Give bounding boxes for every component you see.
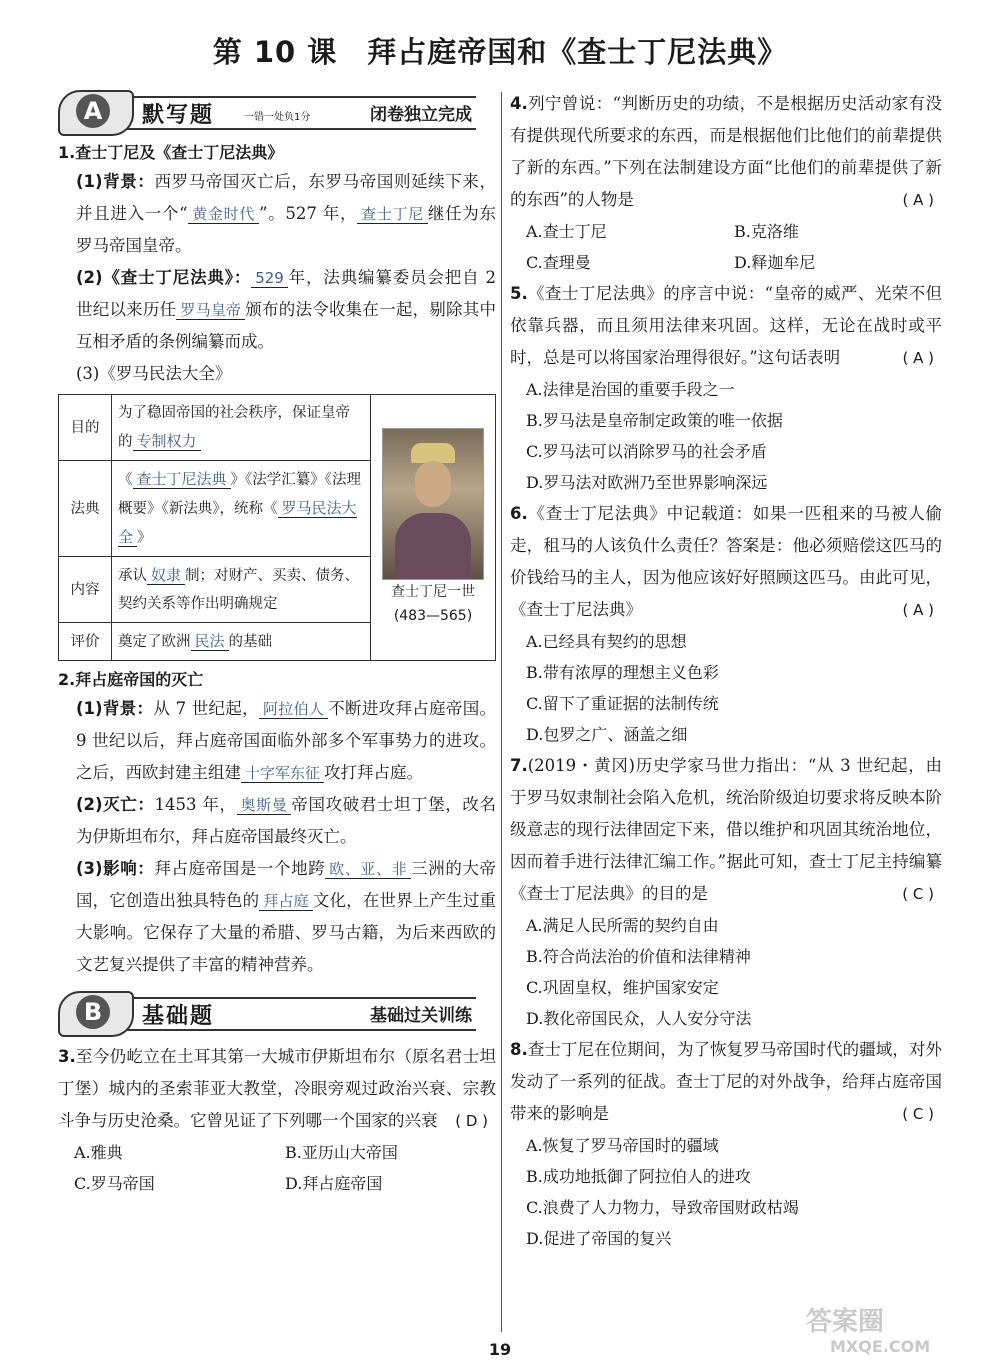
question-number: 6. <box>510 504 528 523</box>
q1-part2 <box>58 262 496 358</box>
portrait-caption: 查士丁尼一世 <box>391 583 475 600</box>
text: 奠定了欧洲 <box>118 634 191 650</box>
answer-fill: 罗马皇帝 <box>176 301 245 320</box>
portrait-cell <box>371 395 496 661</box>
text: 攻打拜占庭。 <box>324 763 424 782</box>
label: (2)灭亡： <box>76 795 155 814</box>
crown-shape <box>411 443 455 463</box>
text: 制；对财产、买卖、债务、契约关系等作出明确规定 <box>118 568 360 612</box>
answer-mark: ( A ) <box>902 191 934 209</box>
watermark-text: 答案圈 <box>806 1307 885 1337</box>
question-3 <box>58 1041 496 1137</box>
option: A.已经具有契约的思想 <box>526 632 687 651</box>
text: 为了稳固帝国的社会秩序，保证皇帝的 <box>118 405 350 450</box>
question-number: 7. <box>510 756 528 775</box>
lesson-title: 第 10 课 拜占庭帝国和《查士丁尼法典》 <box>212 35 788 69</box>
roman-law-table <box>58 394 496 661</box>
q4-options <box>510 216 942 278</box>
answer-fill: 民法 <box>191 632 229 651</box>
section-b-goal: 基础过关训练 <box>370 1006 472 1026</box>
question-text: 列宁曾说：“判断历史的功绩，不是根据历史活动家有没有提供现代所要求的东西，而是根据他们比他们的前辈提供了新的东西。”下列在法制建设方面“比他们的前辈提供了新的东西”的人物是 <box>510 94 942 209</box>
row-key: 目的 <box>59 395 112 461</box>
question-text: (2019・黄冈)历史学家马世力指出：“从 3 世纪起，由于罗马奴隶制社会陷入危机，统治阶级迫切要求将反映本阶级意志的现行法律固定下来，借以维护和巩固其统治地位，因而着手进行法律汇编工作。”据此可知，查士丁尼主持编纂《查士丁尼法典》的目的是 <box>510 756 942 903</box>
option: D.教化帝国民众，人人安分守法 <box>526 1009 752 1028</box>
option: B.成功地抵御了阿拉伯人的进攻 <box>526 1167 751 1186</box>
answer-fill: 奥斯曼 <box>237 796 292 815</box>
option: B.克洛维 <box>734 222 799 241</box>
option: B.带有浓厚的理想主义色彩 <box>526 663 719 682</box>
label: (1)背景： <box>76 172 155 191</box>
option: A.恢复了罗马帝国时的疆域 <box>526 1136 719 1155</box>
robe-shape <box>395 513 471 579</box>
answer-mark: ( C ) <box>902 1105 934 1123</box>
q2-part3 <box>58 853 496 981</box>
section-b-banner <box>58 989 496 1035</box>
section-a-banner <box>58 88 496 134</box>
question-text: 查士丁尼在位期间，为了恢复罗马帝国时代的疆域，对外发动了一系列的征战。查士丁尼的对外战争，给拜占庭帝国带来的影响是 <box>510 1040 942 1123</box>
section-a-badge <box>58 90 134 136</box>
answer-fill: 阿拉伯人 <box>259 700 328 719</box>
right-column <box>510 88 942 1254</box>
text: 颁布的法令收集在一起，剔除其中互相矛盾的条例编纂而成。 <box>76 300 496 351</box>
text: 文化，在世界上产生过重大影响。它保存了大量的希腊、罗马古籍，为后来西欧的文艺复兴提供了丰富的精神营养。 <box>76 891 496 974</box>
option: D.拜占庭帝国 <box>285 1174 383 1193</box>
q1-part3: (3)《罗马民法大全》 <box>76 364 232 383</box>
answer-fill: 黄金时代 <box>188 205 259 224</box>
answer-fill: 十字军东征 <box>241 764 324 783</box>
option: A.雅典 <box>74 1143 123 1162</box>
option: C.罗马法可以消除罗马的社会矛盾 <box>526 442 767 461</box>
question-7 <box>510 750 942 910</box>
option: A.查士丁尼 <box>526 222 607 241</box>
option: C.罗马帝国 <box>74 1174 155 1193</box>
question-number: 4. <box>510 94 528 113</box>
section-letter: A <box>76 94 110 128</box>
section-b-badge <box>58 991 134 1037</box>
section-letter: B <box>76 995 110 1029</box>
option: A.法律是治国的重要手段之一 <box>526 380 735 399</box>
answer-fill: 查士丁尼法典 <box>133 470 231 489</box>
text: 》《法学汇纂》《法理概要》《新法典》，统称《 <box>118 472 362 517</box>
answer-fill: 拜占庭 <box>259 892 313 911</box>
text: ”。527 年， <box>259 204 358 223</box>
option: B.符合尚法治的价值和法律精神 <box>526 947 751 966</box>
text: 1453 年， <box>154 795 237 814</box>
row-value <box>112 395 371 461</box>
question-8 <box>510 1034 942 1130</box>
option: D.罗马法对欧洲乃至世界影响深远 <box>526 473 768 492</box>
option: B.亚历山大帝国 <box>285 1143 398 1162</box>
portrait-years: (483—565) <box>393 607 473 624</box>
q1-part1 <box>58 166 496 262</box>
label: (3)影响： <box>76 859 155 878</box>
option: C.留下了重证据的法制传统 <box>526 694 719 713</box>
column-divider <box>501 92 502 1332</box>
text: 帝国攻破君士坦丁堡，改名为伊斯坦布尔，拜占庭帝国最终灭亡。 <box>76 795 496 846</box>
option: A.满足人民所需的契约自由 <box>526 916 719 935</box>
text: 从 7 世纪起， <box>153 699 259 718</box>
answer-mark: ( D ) <box>455 1112 488 1130</box>
text: 的基础 <box>228 634 273 650</box>
left-column <box>58 88 496 1199</box>
question-number: 3. <box>58 1047 76 1066</box>
question-text: 《查士丁尼法典》中记载道：如果一匹租来的马被人偷走，租马的人该负什么责任？答案是：他必须赔偿这匹马的价钱给马的主人，因为他应该好好照顾这匹马。由此可见，《查士丁尼法典》 <box>510 504 942 619</box>
answer-fill: 欧、亚、非 <box>325 860 411 879</box>
watermark-url: MXQE.COM <box>830 1337 931 1356</box>
q2-heading: 2.拜占庭帝国的灭亡 <box>58 670 204 689</box>
question-6 <box>510 498 942 626</box>
text: 《 <box>118 472 133 488</box>
question-text: 至今仍屹立在土耳其第一大城市伊斯坦布尔（原名君士坦丁堡）城内的圣索菲亚大教堂，冷眼旁观过政治兴衰、宗教斗争与历史沧桑。它曾见证了下列哪一个国家的兴衰 <box>58 1047 496 1130</box>
text: 拜占庭帝国是一个地跨 <box>154 859 326 878</box>
text: 三洲的大帝国，它创造出独具特色的 <box>76 859 497 910</box>
section-a-goal: 闭卷独立完成 <box>370 105 472 125</box>
option: C.巩固皇权，维护国家安定 <box>526 978 719 997</box>
row-key: 法典 <box>59 461 112 557</box>
option: B.罗马法是皇帝制定政策的唯一依据 <box>526 411 783 430</box>
option: D.促进了帝国的复兴 <box>526 1229 672 1248</box>
question-number: 5. <box>510 284 528 303</box>
option: C.查理曼 <box>526 253 591 272</box>
text: 年，法典编纂委员会把自 2 世纪以来历任 <box>76 268 496 319</box>
label: (2)《查士丁尼法典》： <box>76 268 252 287</box>
q2-part2 <box>58 789 496 853</box>
row-value <box>112 623 371 661</box>
question-number: 8. <box>510 1040 528 1059</box>
text: 不断进攻拜占庭帝国。9 世纪以后，拜占庭帝国面临外部多个军事势力的进攻。之后，西欧封建主组建 <box>76 699 496 782</box>
justinian-portrait-image <box>382 428 484 580</box>
row-key: 评价 <box>59 623 112 661</box>
watermark-logo-icon <box>800 1300 970 1356</box>
q1-heading: 1.查士丁尼及《查士丁尼法典》 <box>58 143 284 162</box>
option: D.包罗之广、涵盖之细 <box>526 725 688 744</box>
answer-fill: 查士丁尼 <box>357 205 428 224</box>
label: (1)背景： <box>76 699 154 718</box>
row-value <box>112 557 371 623</box>
section-a-note: 一错一处负1分 <box>244 112 311 123</box>
option: D.释迦牟尼 <box>734 253 816 272</box>
section-b-name: 基础题 <box>142 1004 215 1029</box>
question-5 <box>510 278 942 374</box>
text: 继任为东罗马帝国皇帝。 <box>76 204 496 255</box>
page-number: 19 <box>488 1340 512 1359</box>
q2-part1 <box>58 693 496 789</box>
section-a-name: 默写题 <box>142 103 215 128</box>
answer-fill: 专制权力 <box>133 432 201 451</box>
question-text: 《查士丁尼法典》的序言中说：“皇帝的威严、光荣不但依靠兵器，而且须用法律来巩固。这样，无论在战时或平时，总是可以将国家治理得很好。”这句话表明 <box>510 284 942 367</box>
face-shape <box>415 461 451 507</box>
text: 》 <box>137 530 152 546</box>
option: C.浪费了人力物力，导致帝国财政枯竭 <box>526 1198 799 1217</box>
question-4 <box>510 88 942 216</box>
row-value <box>112 461 371 557</box>
answer-mark: ( A ) <box>902 349 934 367</box>
answer-mark: ( C ) <box>902 885 934 903</box>
text: 承认 <box>118 568 147 584</box>
text: 西罗马帝国灭亡后，东罗马帝国则延续下来，并且进入一个“ <box>76 172 496 223</box>
answer-mark: ( A ) <box>902 601 934 619</box>
answer-fill: 罗马民法大全 <box>118 499 357 546</box>
q3-options <box>58 1137 496 1199</box>
row-key: 内容 <box>59 557 112 623</box>
answer-fill: 529 <box>251 269 288 288</box>
answer-fill: 奴隶 <box>147 566 185 585</box>
